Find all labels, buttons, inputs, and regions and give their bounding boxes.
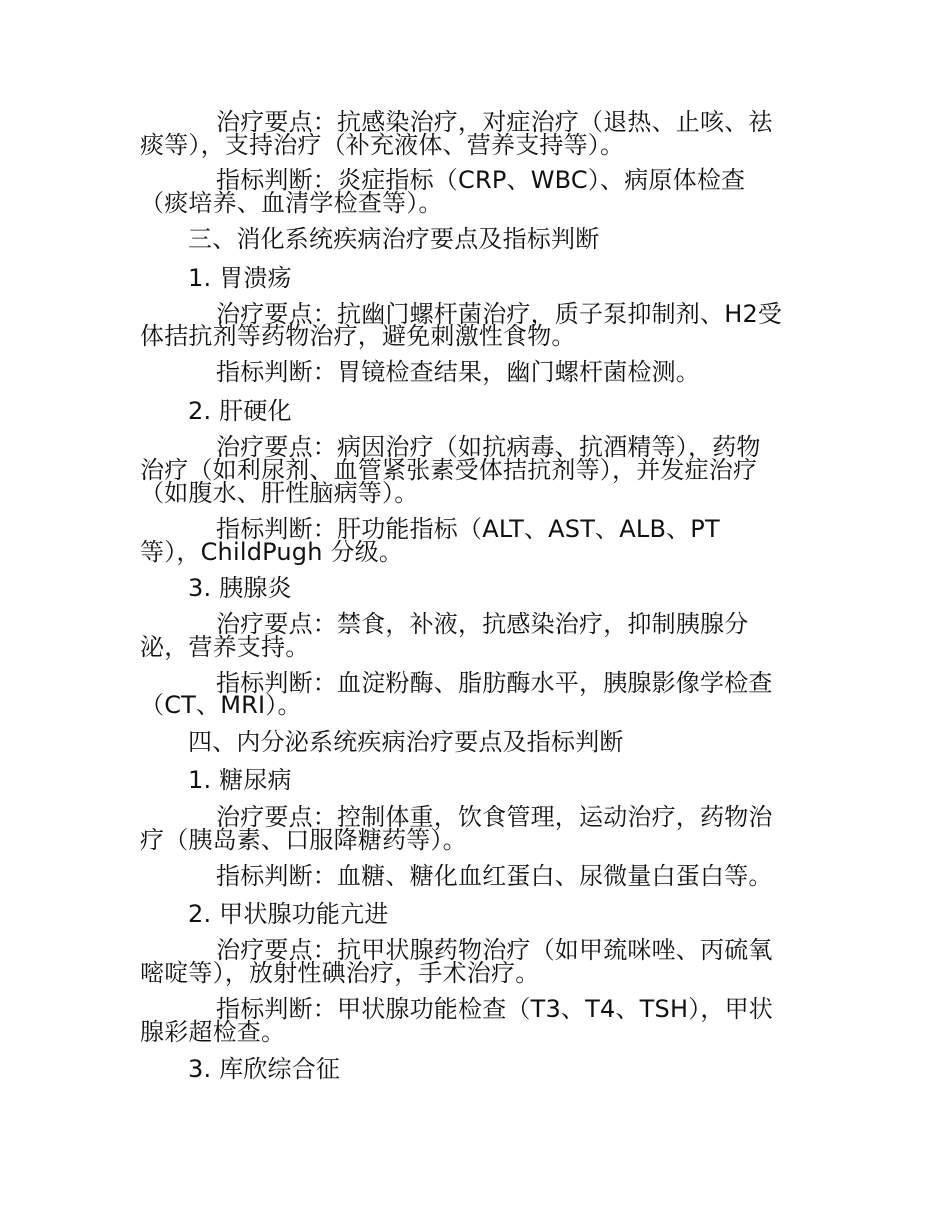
paragraph-line: 治疗要点：控制体重，饮食管理，运动治疗，药物治 xyxy=(216,803,773,831)
subsection-heading: 1. 糖尿病 xyxy=(188,766,292,794)
paragraph-line: 痰等），支持治疗（补充液体、营养支持等）。 xyxy=(140,131,625,159)
paragraph-line: 等），ChildPugh 分级。 xyxy=(140,538,404,566)
paragraph-line: 腺彩超检查。 xyxy=(140,1018,286,1046)
paragraph-line: （CT、MRI）。 xyxy=(140,691,302,719)
paragraph-line: 疗（胰岛素、口服降糖药等）。 xyxy=(140,826,467,854)
paragraph-line: 体拮抗剂等药物治疗，避免刺激性食物。 xyxy=(140,322,576,350)
paragraph-line: 治疗要点：病因治疗（如抗病毒、抗酒精等），药物 xyxy=(216,433,761,461)
subsection-heading: 1. 胃溃疡 xyxy=(188,264,292,292)
paragraph-line: （痰培养、血清学检查等）。 xyxy=(140,189,443,217)
paragraph-line: 治疗要点：禁食，补液，抗感染治疗，抑制胰腺分 xyxy=(216,610,749,638)
paragraph-line: 指标判断：肝功能指标（ALT、AST、ALB、PT xyxy=(216,515,720,543)
paragraph-line: 治疗（如利尿剂、血管紧张素受体拮抗剂等），并发症治疗 xyxy=(140,456,758,484)
paragraph-line: 嘧啶等），放射性碘治疗，手术治疗。 xyxy=(140,959,540,987)
section-heading: 四、内分泌系统疾病治疗要点及指标判断 xyxy=(188,728,624,756)
paragraph-line: 治疗要点：抗幽门螺杆菌治疗，质子泵抑制剂、H2受 xyxy=(216,300,783,328)
subsection-heading: 2. 甲状腺功能亢进 xyxy=(188,900,389,928)
paragraph-line: 指标判断：胃镜检查结果，幽门螺杆菌检测。 xyxy=(216,358,700,386)
paragraph-line: 治疗要点：抗感染治疗，对症治疗（退热、止咳、祛 xyxy=(216,108,773,136)
paragraph-line: 指标判断：血糖、糖化血红蛋白、尿微量白蛋白等。 xyxy=(216,862,773,890)
paragraph-line: 泌，营养支持。 xyxy=(140,633,310,661)
paragraph-line: 治疗要点：抗甲状腺药物治疗（如甲巯咪唑、丙硫氧 xyxy=(216,936,773,964)
paragraph-line: （如腹水、肝性脑病等）。 xyxy=(140,479,419,507)
subsection-heading: 3. 库欣综合征 xyxy=(188,1055,341,1083)
paragraph-line: 指标判断：血淀粉酶、脂肪酶水平，胰腺影像学检查 xyxy=(216,669,773,697)
subsection-heading: 3. 胰腺炎 xyxy=(188,574,292,602)
paragraph-line: 指标判断：炎症指标（CRP、WBC）、病原体检查 xyxy=(216,166,746,194)
subsection-heading: 2. 肝硬化 xyxy=(188,397,292,425)
section-heading: 三、消化系统疾病治疗要点及指标判断 xyxy=(188,225,600,253)
paragraph-line: 指标判断：甲状腺功能检查（T3、T4、TSH），甲状 xyxy=(216,995,773,1023)
